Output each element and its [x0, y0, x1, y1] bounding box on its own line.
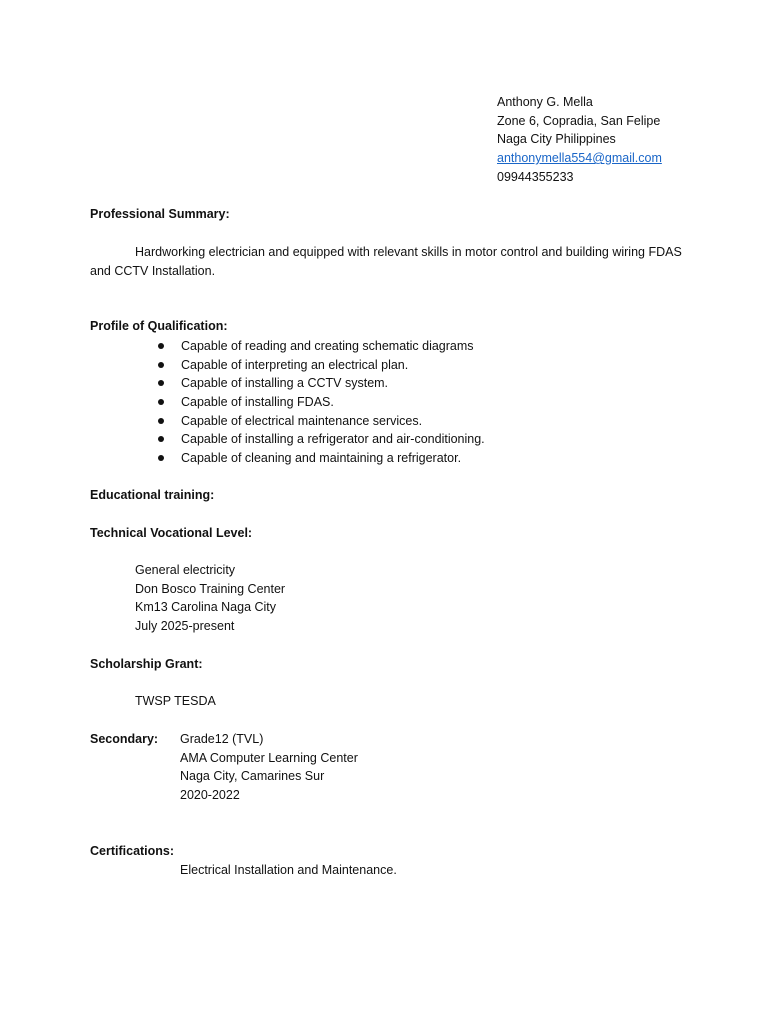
education-heading: Educational training: — [90, 488, 215, 502]
bullet-icon — [158, 399, 164, 405]
qualification-item: Capable of interpreting an electrical plan. — [158, 356, 485, 375]
secondary-grade: Grade12 (TVL) — [180, 732, 264, 746]
contact-address-line-1: Zone 6, Copradia, San Felipe — [497, 113, 661, 128]
summary-text: Hardworking electrician and equipped with relevant skills in motor control and building wiring FDAS and CCTV Installation. — [90, 245, 682, 278]
certifications-heading: Certifications: — [90, 844, 175, 858]
secondary-details — [180, 730, 358, 805]
bullet-icon — [158, 436, 164, 442]
qualification-item: Capable of reading and creating schematic diagrams — [158, 337, 485, 356]
contact-email-link[interactable]: anthonymella554@gmail.com — [497, 151, 662, 166]
secondary-dates: 2020-2022 — [180, 788, 240, 803]
scholarship-heading: Scholarship Grant: — [90, 657, 203, 671]
summary-paragraph — [90, 243, 690, 280]
qualification-item: Capable of installing a refrigerator and air-conditioning. — [158, 430, 485, 449]
tvl-location: Km13 Carolina Naga City — [135, 600, 277, 615]
tvl-heading: Technical Vocational Level: — [90, 526, 253, 540]
tvl-school: Don Bosco Training Center — [135, 581, 286, 596]
tvl-details — [135, 561, 285, 636]
qualification-item: Capable of electrical maintenance services. — [158, 412, 485, 431]
bullet-icon — [158, 380, 164, 386]
qualifications-heading: Profile of Qualification: — [90, 319, 228, 333]
tvl-course: General electricity — [135, 563, 236, 577]
summary-heading: Professional Summary: — [90, 207, 230, 221]
contact-address-line-2: Naga City Philippines — [497, 132, 616, 147]
tvl-dates: July 2025-present — [135, 619, 235, 634]
qualification-item: Capable of installing FDAS. — [158, 393, 485, 412]
secondary-location: Naga City, Camarines Sur — [180, 769, 325, 784]
bullet-icon — [158, 343, 164, 349]
scholarship-value: TWSP TESDA — [135, 694, 216, 708]
qualification-item: Capable of cleaning and maintaining a refrigerator. — [158, 449, 485, 468]
bullet-icon — [158, 418, 164, 424]
secondary-school: AMA Computer Learning Center — [180, 750, 358, 765]
bullet-icon — [158, 362, 164, 368]
contact-phone: 09944355233 — [497, 169, 574, 184]
bullet-icon — [158, 455, 164, 461]
contact-block — [497, 93, 662, 186]
qualifications-list — [158, 337, 485, 468]
certification-item: Electrical Installation and Maintenance. — [180, 863, 397, 877]
secondary-heading: Secondary: — [90, 732, 159, 746]
qualification-item: Capable of installing a CCTV system. — [158, 374, 485, 393]
contact-name: Anthony G. Mella — [497, 95, 593, 109]
